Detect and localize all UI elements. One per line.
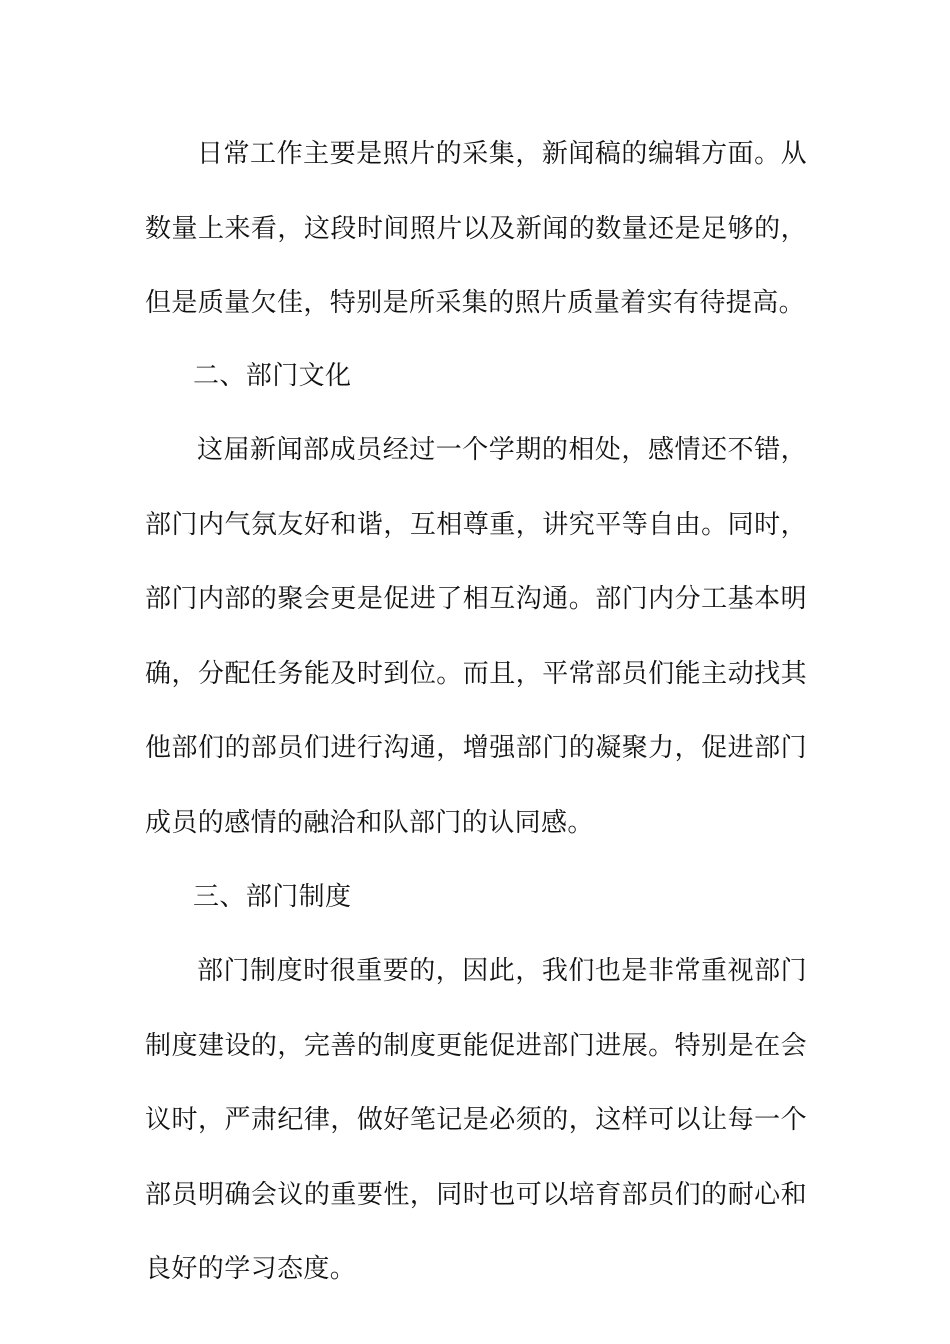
paragraph-department-system: 部门制度时很重要的，因此，我们也是非常重视部门制度建设的，完善的制度更能促进部门进展。特别是在会议时，严肃纪律，做好笔记是必须的，这样可以让每一个部员明确会议的重要性，同时也可以培育部员们的耐心和良好的学习态度。	[145, 956, 807, 1284]
paragraph-daily-work: 日常工作主要是照片的采集，新闻稿的编辑方面。从数量上来看，这段时间照片以及新闻的数量还是足够的，但是质量欠佳，特别是所采集的照片质量着实有待提高。	[145, 139, 807, 318]
paragraph-department-culture: 这届新闻部成员经过一个学期的相处，感情还不错，部门内气氛友好和谐，互相尊重，讲究平等自由。同时，部门内部的聚会更是促进了相互沟通。部门内分工基本明确，分配任务能及时到位。而且，平常部员们能主动找其他部们的部员们进行沟通，增强部门的凝聚力，促进部门成员的感情的融洽和队部门的认同感。	[145, 435, 807, 838]
section-heading-department-culture: 二、部门文化	[193, 361, 352, 391]
section-heading-department-system: 三、部门制度	[193, 882, 352, 912]
